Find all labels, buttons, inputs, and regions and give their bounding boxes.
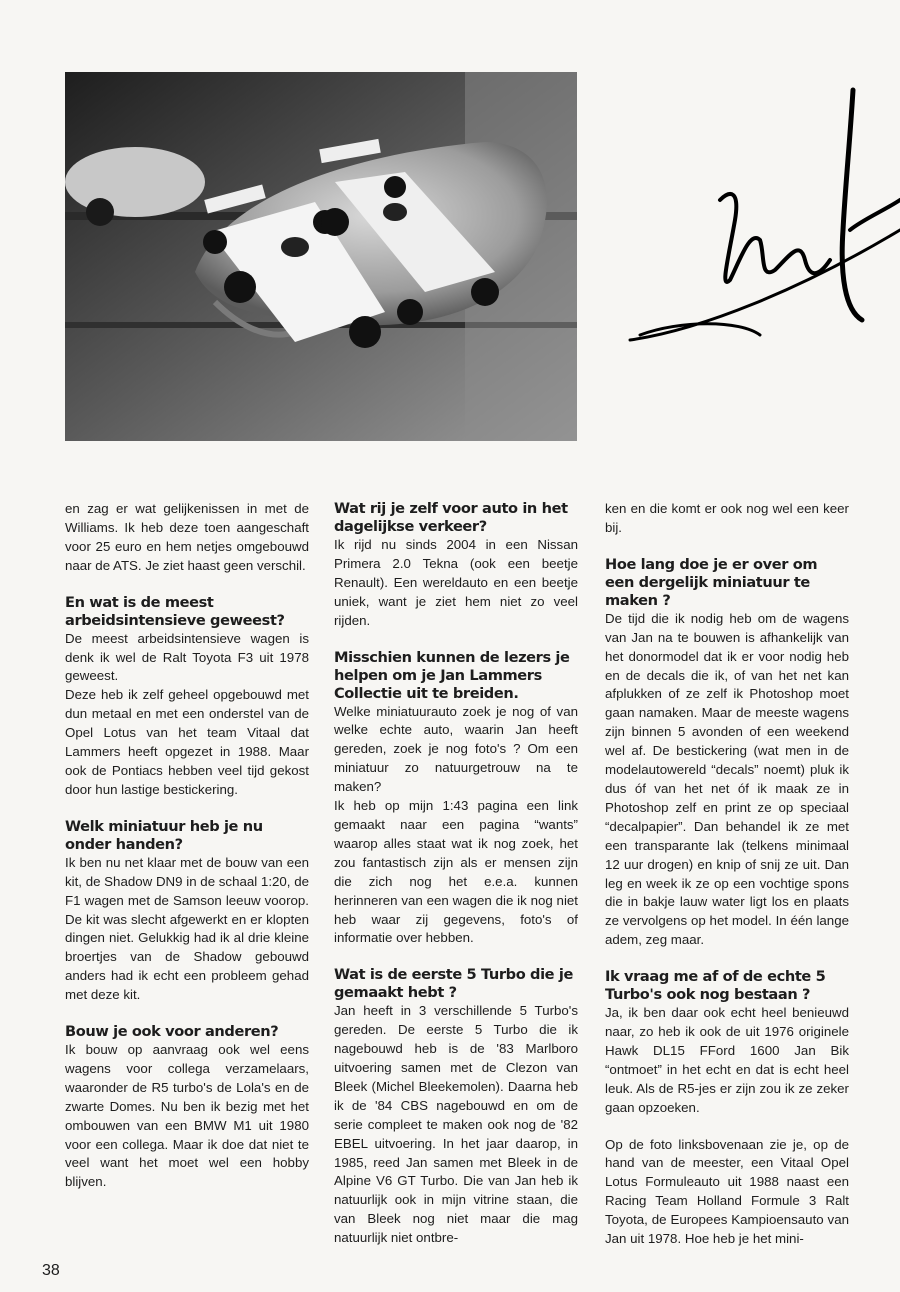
paragraph: Jan heeft in 3 verschillende 5 Turbo's gereden. De eerste 5 Turbo die ik nagebouwd heb is de '83 Marlboro uitvoering samen met de Clezon van Bleek (Michel Bleekemolen). Daarna heb ik de '84 CBS nagebouwd en om de serie compleet te maken ook nog de '82 EBEL uitvoering. In het jaar daarop, in 1985, reed Jan samen met Bleek in de Alpine V6 GT Turbo. Die van Jan heb ik natuurlijk ook in mijn vitrine staan, die van Bleek nog niet maar die mag natuurlijk niet ontbre- [334,1003,578,1246]
question-heading: Wat rij je zelf voor auto in het dagelijkse verkeer? [334,500,568,535]
question-heading: En wat is de meest arbeidsintensieve geweest? [65,593,285,629]
paragraph: Welke miniatuurauto zoek je nog of van welke echte auto, waarin Jan heeft gereden, zoek je nog foto's ? Om een miniatuur zo natuurgetrouw na te maken? [334,703,578,795]
question-heading: Bouw je ook voor anderen? [65,1023,279,1041]
question-heading: Wat is de eerste 5 Turbo die je gemaakt hebt ? [334,966,573,1002]
paragraph: Op de foto linksbovenaan zie je, op de hand van de meester, een Vitaal Opel Lotus Formuleauto uit 1988 naast een Racing Team Holland Formule 3 Ralt Toyota, de Europees Kampioensauto van Jan uit 1978. Hoe heb je het mini- [605,1136,849,1247]
paragraph: Ik ben nu net klaar met de bouw van een kit, de Shadow DN9 in de schaal 1:20, de F1 wagen met de Samson leeuw voorop. De kit was slecht afgewerkt en er klopten dingen niet. Gelukkig had ik al drie kleine broertjes van de Shadow gebouwd anders had ik echt een probleem gehad met deze kit. [65,854,309,1003]
question-heading: Ik vraag me af of de echte 5 Turbo's ook nog bestaan ? [605,968,826,1004]
paragraph: De tijd die ik nodig heb om de wagens van Jan na te bouwen is afhankelijk van het donormodel dat ik er voor nodig heb en de decals die ik, of van het net kan afplukken of ze zelf ik Photoshop moet gaan namaken. Maar de meeste wagens zijn binnen 5 avonden of een weekend wel af. De bestickering (wat men in de modelautowereld “decals” noemt) pluk ik dus óf van het net óf ik maak ze in Photoshop zelf en print ze op speciaal “decalpapier”. Dan behandel ik ze met een transparante lak (telkens minimaal 12 uur drogen) en knip of snij ze uit. Dan leg en week ik ze op een vochtige spons die in bakje lauw water ligt los en plaats ze vervolgens op het model. In één lange adem, zeg maar. [605,610,849,948]
article-column-1 [65,500,309,1192]
paragraph: Ik heb op mijn 1:43 pagina een link gemaakt naar een pagina “wants” waarop alles staat wat ik nog zoek, het zou fantastisch zijn als er mensen zijn die zich nog het e.e.a. kunnen herinneren van een wagen die ik nog niet heb waar zij gegevens, foto's of informatie over hebben. [334,798,578,946]
paragraph-spacer [605,1118,849,1136]
question-heading: Misschien kunnen de lezers je helpen om je Jan Lammers Collectie uit te breiden. [334,648,570,702]
paragraph: ken en die komt er ook nog wel een keer bij. [605,501,849,535]
paragraph: Deze heb ik zelf geheel opgebouwd met dun metaal en met een onderstel van de Opel Lotus van het team Vitaal dat Lammers heeft opgezet in 1988. Maar ook de Pontiacs hebben veel tijd gekost door hun lastige bestickering. [65,687,309,797]
photo-hand-holding-model-cars [65,72,577,441]
paragraph: en zag er wat gelijkenissen in met de Williams. Ik heb deze toen aangeschaft voor 25 euro en hem netjes omgebouwd naar de ATS. Je ziet haast geen verschil. [65,501,309,573]
paragraph: Ja, ik ben daar ook echt heel benieuwd naar, zo heb ik ook de uit 1976 originele Hawk DL15 FFord 1600 Jan Bik “ontmoet” in het echt en dat is echt heel leuk. Als de R5-jes er zijn zou ik ze zeker gaan opzoeken. [605,1005,849,1115]
paragraph: Ik rijd nu sinds 2004 in een Nissan Primera 2.0 Tekna (ook een beetje Renault). Een wereldauto en een beetje uniek, want je ziet hem niet zo veel rijden. [334,537,578,628]
question-heading: Welk miniatuur heb je nu onder handen? [65,817,263,853]
article-column-2 [334,500,578,1248]
paragraph: De meest arbeidsintensieve wagen is denk ik wel de Ralt Toyota F3 uit 1978 geweest. [65,630,309,684]
page-number: 38 [42,1262,60,1279]
signature-icon [600,80,900,380]
question-heading: Hoe lang doe je er over om een dergelijk miniatuur te maken ? [605,555,818,609]
paragraph: Ik bouw op aanvraag ook wel eens wagens voor collega verzamelaars, waaronder de R5 turbo's de Lola's en de zwarte Domes. Nu ben ik bezig met het ombouwen van een BMW M1 uit 1980 voor een collega. Maar ik doe dat niet te veel want het moet wel een hobby blijven. [65,1042,309,1190]
article-column-3 [605,500,849,1249]
